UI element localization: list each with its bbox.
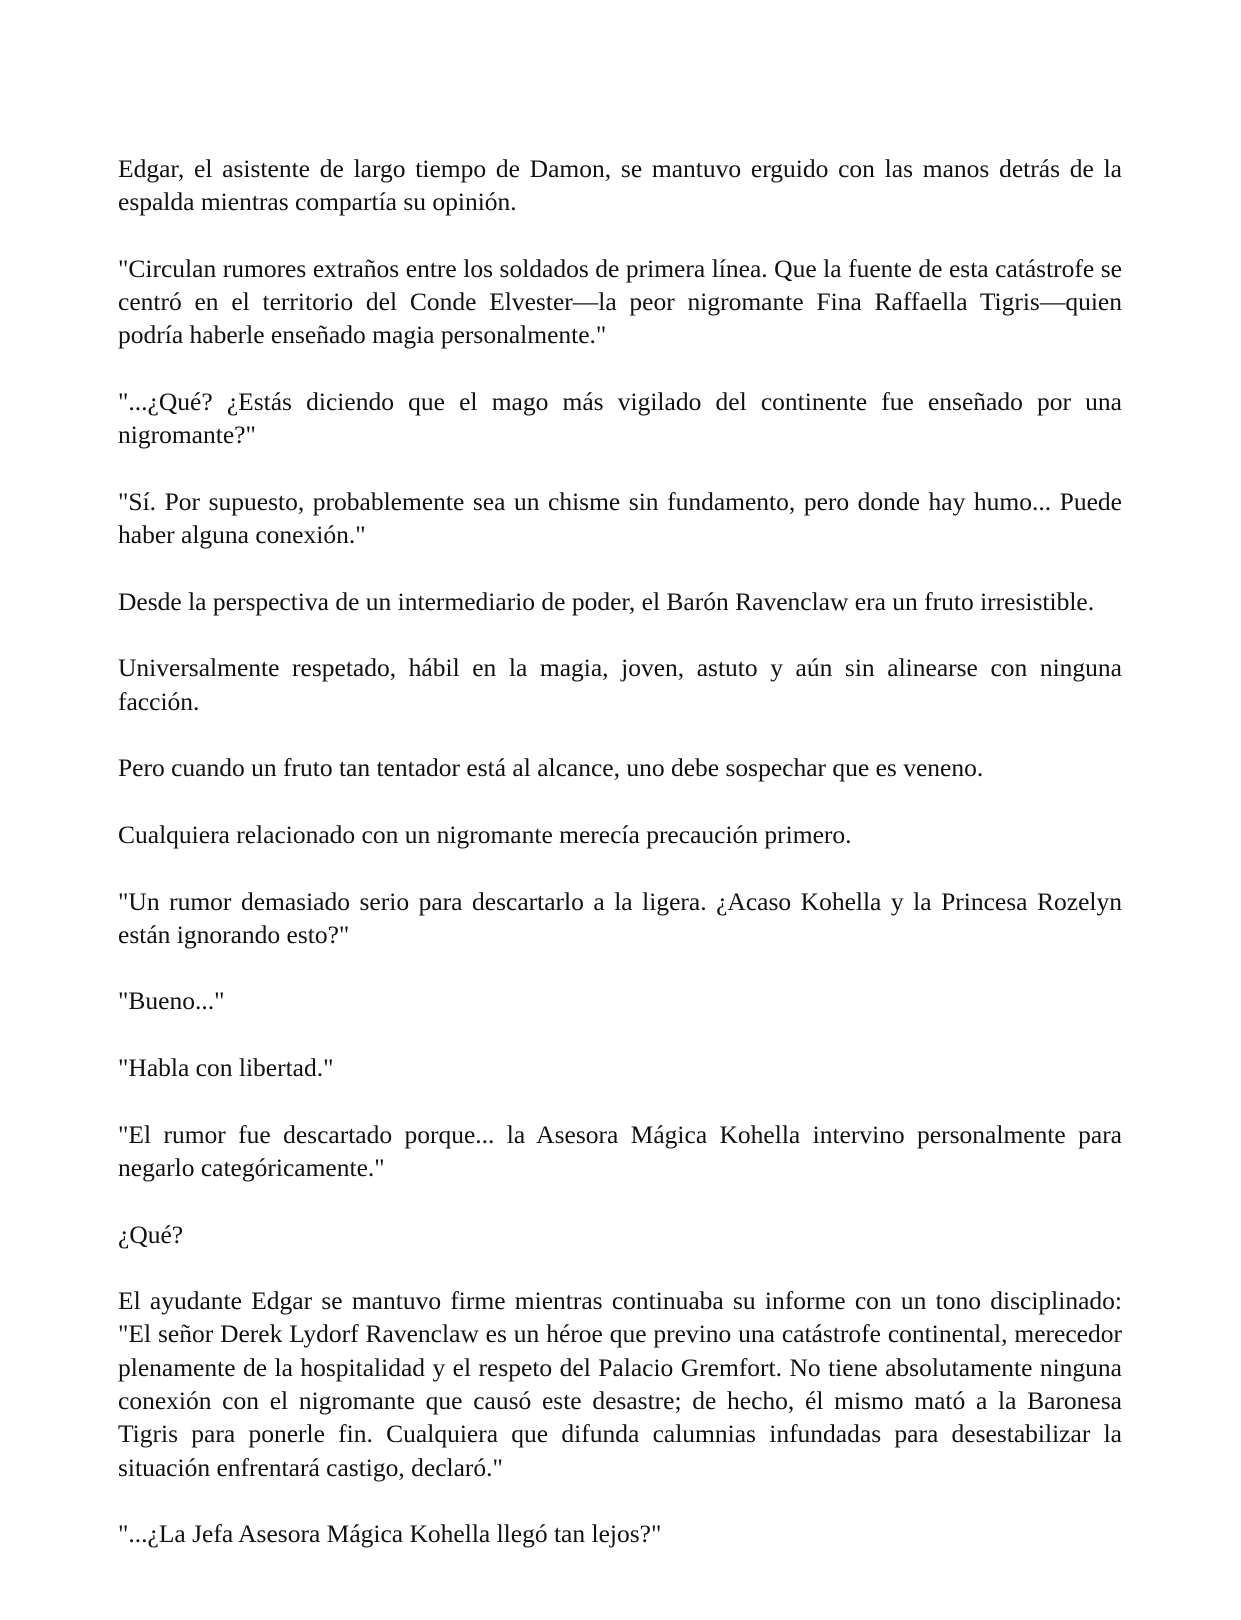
paragraph: "Sí. Por supuesto, probablemente sea un chisme sin fundamento, pero donde hay humo... Puede haber alguna conexión." xyxy=(118,486,1122,550)
paragraph: Cualquiera relacionado con un nigromante merecía precaución primero. xyxy=(118,819,852,849)
paragraph: Edgar, el asistente de largo tiempo de Damon, se mantuvo erguido con las manos detrás de la espalda mientras compartía su opinión. xyxy=(118,154,1122,217)
paragraph: "...¿Qué? ¿Estás diciendo que el mago más vigilado del continente fue enseñado por una nigromante?" xyxy=(118,387,1122,450)
paragraph: "Bueno..." xyxy=(118,986,225,1016)
paragraph: "Un rumor demasiado serio para descartarlo a la ligera. ¿Acaso Kohella y la Princesa Rozelyn están ignorando esto?" xyxy=(118,886,1122,949)
paragraph: "El rumor fue descartado porque... la Asesora Mágica Kohella intervino personalmente para negarlo categóricamente." xyxy=(118,1119,1122,1182)
paragraph: "Circulan rumores extraños entre los soldados de primera línea. Que la fuente de esta catástrofe se centró en el territorio del Conde Elvester—la peor nigromante Fina Raffaella Tigris—quien podría haberle enseñado magia personalmente." xyxy=(118,253,1122,350)
paragraph: "Habla con libertad." xyxy=(118,1053,334,1083)
paragraph: Pero cuando un fruto tan tentador está al alcance, uno debe sospechar que es veneno. xyxy=(118,753,984,783)
paragraph: Universalmente respetado, hábil en la magia, joven, astuto y aún sin alinearse con ninguna facción. xyxy=(118,653,1122,716)
paragraph: "...¿La Jefa Asesora Mágica Kohella llegó tan lejos?" xyxy=(118,1519,662,1549)
document-page xyxy=(118,152,1122,1584)
paragraph: ¿Qué? xyxy=(118,1219,184,1249)
paragraph: El ayudante Edgar se mantuvo firme mientras continuaba su informe con un tono disciplinado: "El señor Derek Lydorf Ravenclaw es un héroe que previno una catástrofe continental, merecedor plenamente de la hospitalidad y el respeto del Palacio Gremfort. No tiene absolutamente ninguna conexión con el nigromante que causó este desastre; de hecho, él mismo mató a la Baronesa Tigris para ponerle fin. Cualquiera que difunda calumnias infundadas para desestabilizar la situación enfrentará castigo, declaró." xyxy=(118,1286,1122,1482)
paragraph: Desde la perspectiva de un intermediario de poder, el Barón Ravenclaw era un fruto irresistible. xyxy=(118,586,1095,616)
